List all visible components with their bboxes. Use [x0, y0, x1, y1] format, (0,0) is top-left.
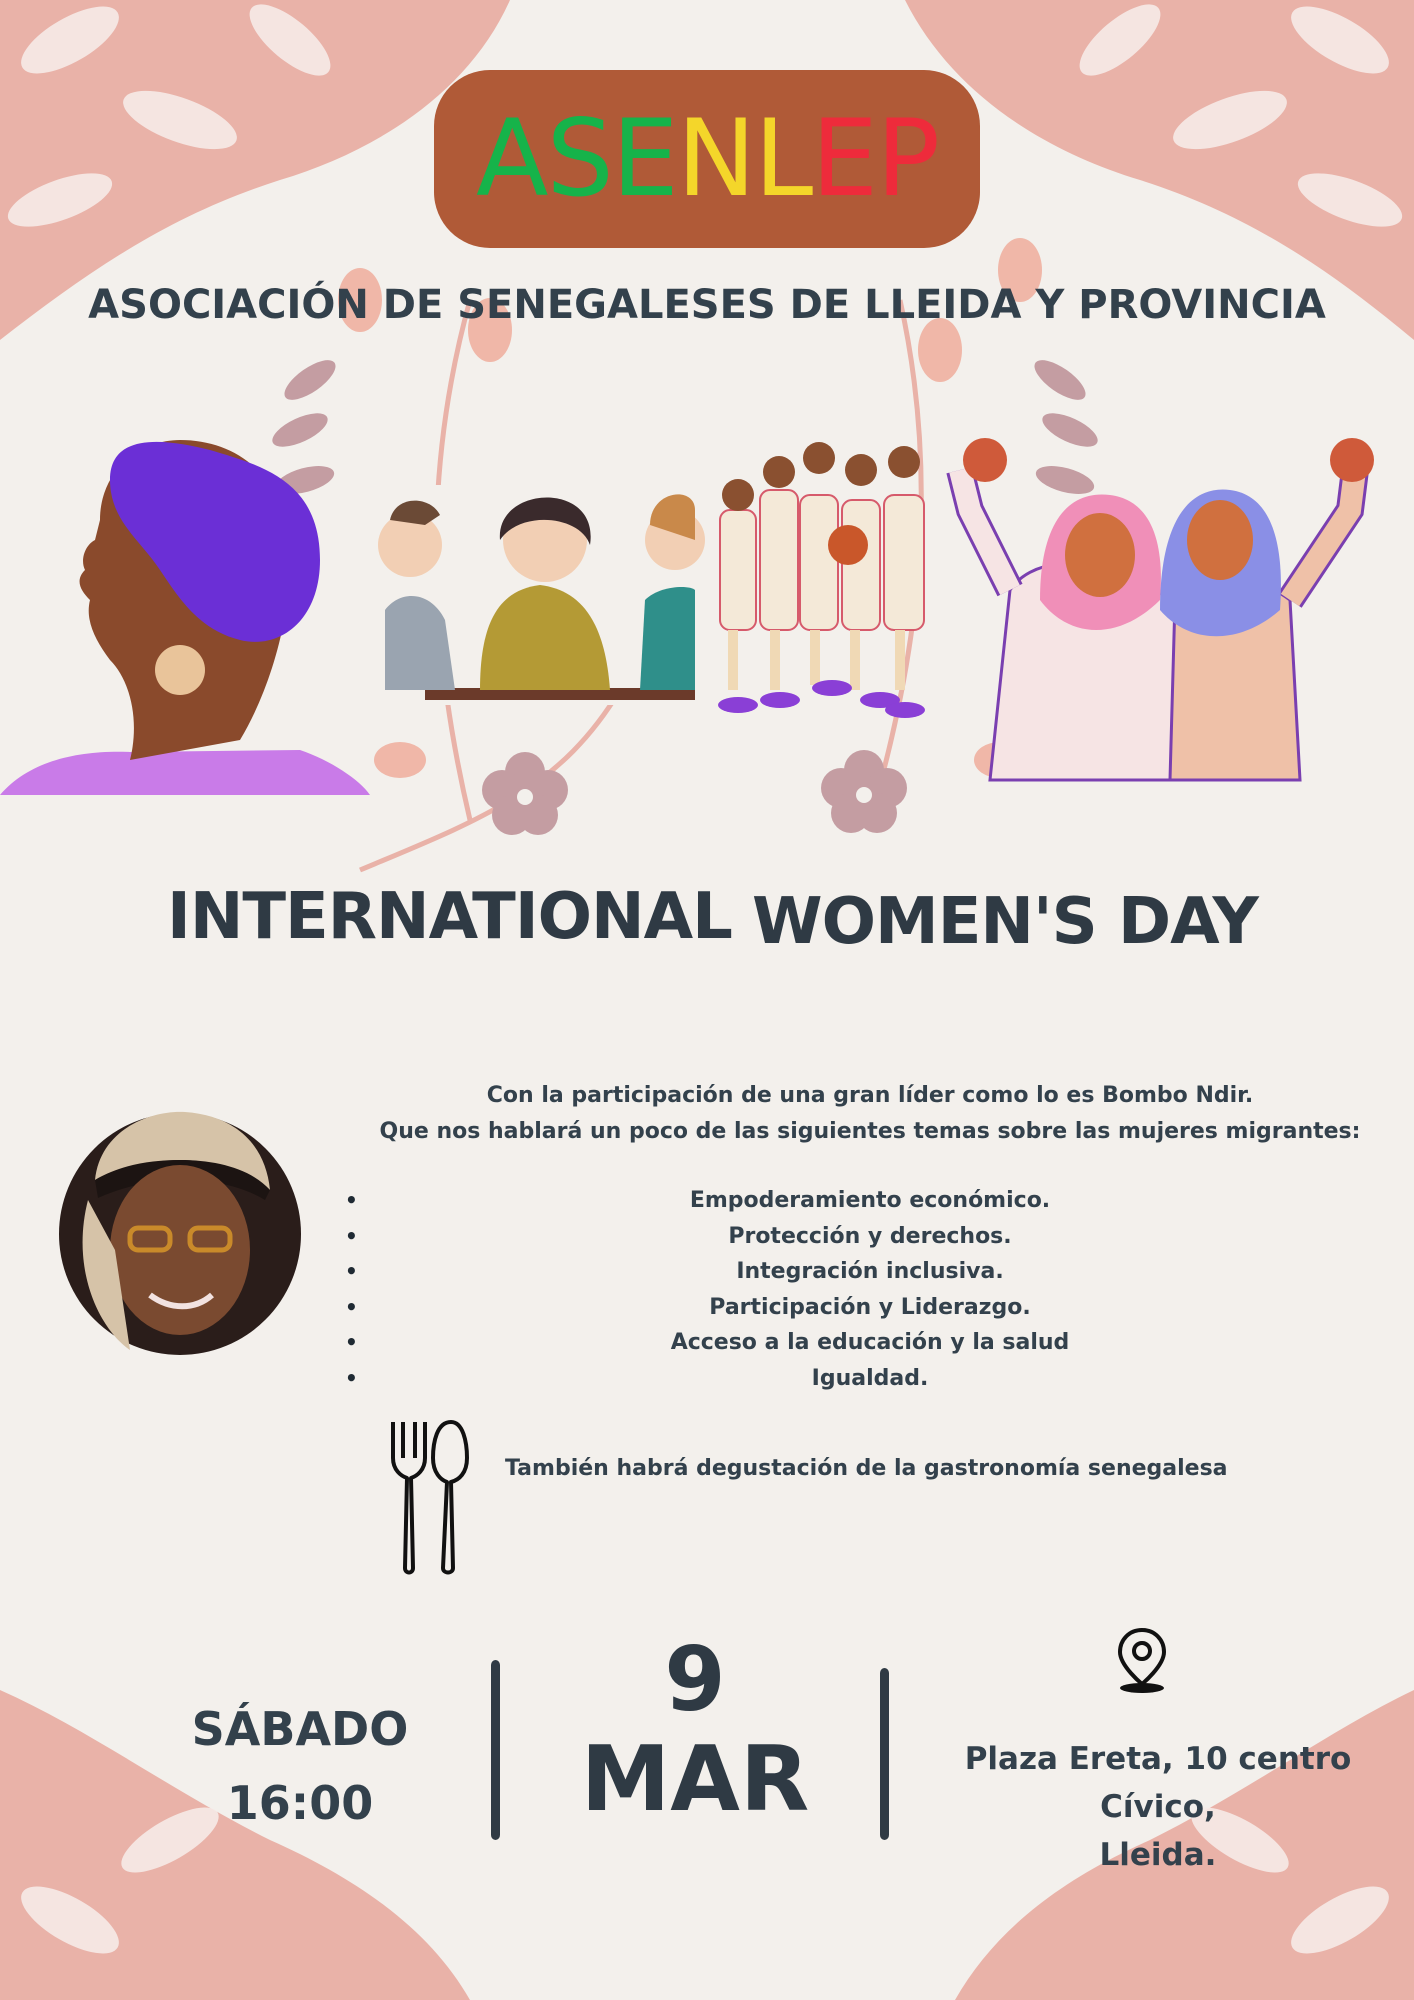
logo-letter: E: [611, 97, 677, 220]
list-item: • Acceso a la educación y la salud: [345, 1325, 1395, 1361]
separator-left: [491, 1660, 500, 1840]
organization-name: ASOCIACIÓN DE SENEGALESES DE LLEIDA Y PROVINCIA: [88, 282, 1326, 328]
basketball-team-illustration: [718, 442, 925, 718]
women-cafe-illustration: [378, 485, 705, 705]
list-item: • Protección y derechos.: [345, 1219, 1395, 1255]
intro-text: [360, 1078, 1380, 1150]
list-item: • Integración inclusiva.: [345, 1254, 1395, 1290]
logo-letter: P: [876, 97, 939, 220]
event-time: 16:00: [226, 1776, 374, 1830]
logo-asenlep: [434, 70, 980, 248]
logo-letter: L: [754, 97, 812, 220]
logo-letter: S: [546, 97, 612, 220]
event-day-time: [150, 1692, 450, 1840]
separator-right: [880, 1668, 889, 1840]
event-date-number: 9: [664, 1628, 726, 1731]
list-item: • Participación y Liderazgo.: [345, 1290, 1395, 1326]
logo-letter: A: [475, 97, 547, 220]
list-item: • Empoderamiento económico.: [345, 1183, 1395, 1219]
location-line-1: Plaza Ereta, 10 centro Cívico,: [964, 1741, 1352, 1825]
event-location: [918, 1735, 1398, 1879]
food-note: También habrá degustación de la gastronomía senegalesa: [505, 1456, 1228, 1481]
intro-line-1: Con la participación de una gran líder como lo es Bombo Ndir.: [486, 1083, 1254, 1108]
title-international: INTERNATIONAL: [167, 880, 732, 954]
location-line-2: Lleida.: [1099, 1837, 1217, 1873]
flower-right: [821, 750, 907, 833]
event-day: SÁBADO: [191, 1702, 409, 1756]
women-raising-fists-illustration: [960, 438, 1374, 780]
cutlery-icon: [385, 1418, 475, 1578]
map-pin-icon: [1112, 1626, 1172, 1694]
logo-letter: N: [676, 97, 755, 220]
logo-letter: E: [811, 97, 877, 220]
list-item: • Igualdad.: [345, 1361, 1395, 1397]
speaker-portrait: [59, 1112, 301, 1355]
title-womens-day: WOMEN'S DAY: [752, 885, 1258, 959]
event-month: MAR: [580, 1727, 810, 1832]
woman-headwrap-illustration: [0, 440, 370, 795]
flower-left: [482, 752, 568, 835]
topics-list: [345, 1183, 1395, 1396]
intro-line-2: Que nos hablará un poco de las siguientes temas sobre las mujeres migrantes:: [379, 1119, 1361, 1144]
